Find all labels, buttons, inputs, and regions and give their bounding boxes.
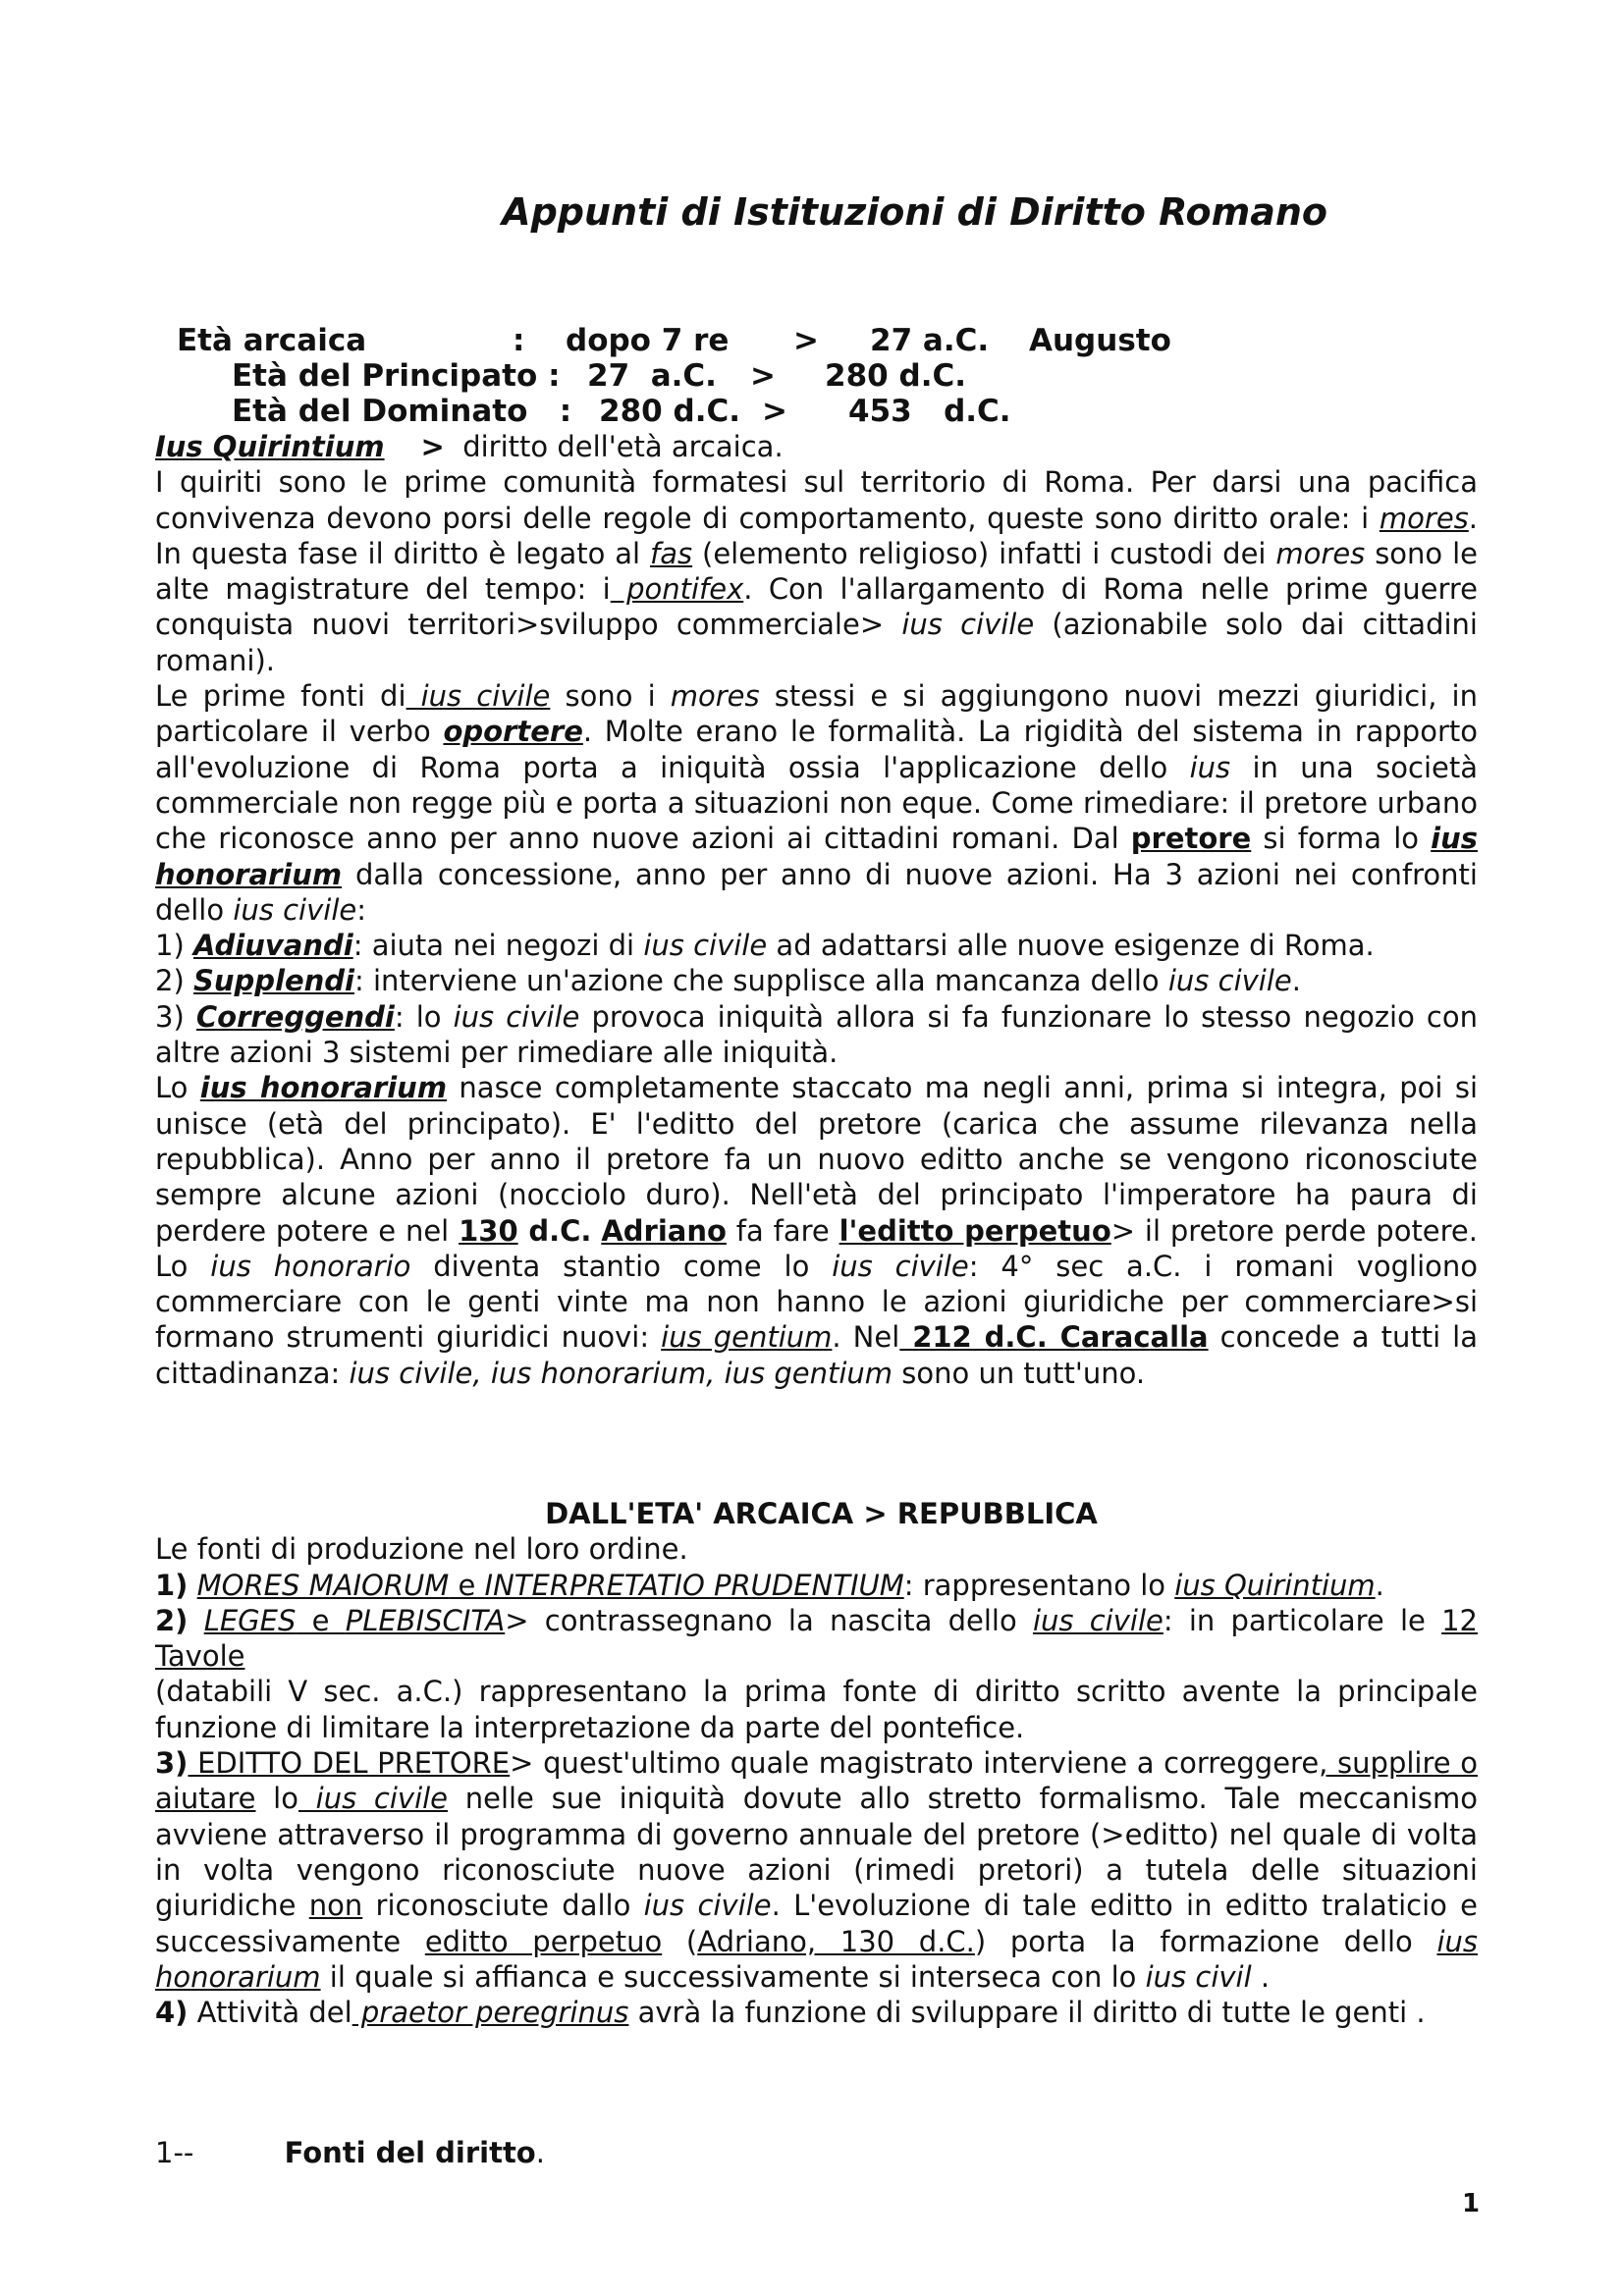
term-ius-civile: ius civile bbox=[233, 892, 357, 927]
text: sono i bbox=[550, 679, 671, 714]
term-three-ius: ius civile, ius honorarium, ius gentium bbox=[349, 1356, 893, 1390]
text: : in particolare le bbox=[1163, 1603, 1442, 1637]
fonti-label: Fonti del diritto bbox=[284, 2136, 536, 2169]
period-extra: Augusto bbox=[1029, 323, 1171, 358]
text: > contrassegnano la nascita dello bbox=[505, 1603, 1033, 1637]
text: . Nel bbox=[832, 1320, 900, 1355]
term-mores-maiorum: MORES MAIORUM bbox=[196, 1568, 450, 1602]
main-text bbox=[155, 429, 1478, 1391]
text: : rappresentano lo bbox=[903, 1568, 1175, 1602]
term-ius-civile: ius civile bbox=[643, 929, 768, 963]
term-ius: ius bbox=[1189, 750, 1231, 784]
term-mores: mores bbox=[670, 679, 760, 714]
text: . In questa fase il diritto è legato al bbox=[155, 501, 1478, 570]
term-editto-del-pretore: EDITTO DEL PRETORE bbox=[188, 1746, 511, 1781]
list-number: 4) bbox=[155, 1996, 189, 2030]
text: diventa stantio come lo bbox=[410, 1249, 833, 1283]
period-name: Età del Dominato : bbox=[232, 394, 572, 429]
text: : 4° sec a.C. i romani vogliono commerciare con le genti vinte ma non hanno le azioni giuridiche per commerciare>si formano strumenti giuridici nuovi: bbox=[155, 1249, 1479, 1355]
term-ius-honorario: ius honorario bbox=[210, 1249, 411, 1283]
term-correggendi: Correggendi bbox=[195, 999, 395, 1034]
text: riconosciute dallo bbox=[362, 1889, 644, 1923]
text: . Con l'allargamento di Roma nelle prime guerre conquista nuovi territori>sviluppo commerciale> bbox=[155, 572, 1479, 642]
term-fas: fas bbox=[650, 536, 693, 570]
source-item-1 bbox=[155, 1568, 1478, 1603]
paragraph-quiriti bbox=[155, 464, 1478, 678]
action-item-adiuvandi bbox=[155, 928, 1478, 963]
term-ius-civile: ius civile bbox=[1167, 964, 1292, 998]
term-oportere: oportere bbox=[443, 715, 583, 749]
term-editto-perpetuo: l'editto perpetuo bbox=[839, 1213, 1111, 1248]
text: : aiuta nei negozi di bbox=[352, 929, 644, 963]
period-from: dopo 7 re bbox=[566, 323, 730, 358]
text: Le prime fonti di bbox=[155, 679, 406, 714]
period-to: 280 d.C. bbox=[825, 358, 966, 394]
list-number: 3) bbox=[155, 999, 196, 1034]
year-130: 130 bbox=[459, 1213, 518, 1248]
text: ) porta la formazione dello bbox=[974, 1924, 1437, 1958]
text: , bbox=[1319, 1746, 1328, 1781]
term-interpretatio: INTERPRETATIO PRUDENTIUM bbox=[484, 1568, 904, 1602]
term-mores: mores bbox=[1275, 536, 1366, 570]
source-item-4 bbox=[155, 1995, 1478, 2030]
period-arrow: > bbox=[762, 394, 787, 429]
text: (elemento religioso) infatti i custodi dei bbox=[692, 536, 1276, 570]
period-name: Età arcaica bbox=[177, 323, 367, 358]
text: Attività del bbox=[188, 1996, 352, 2030]
text: dalla concessione, anno per anno di nuove azioni. Ha 3 azioni nei confronti dello bbox=[155, 857, 1478, 927]
list-number: 1) bbox=[155, 929, 193, 963]
paragraph-honorarium bbox=[155, 1070, 1478, 1391]
section-lead: Le fonti di produzione nel loro ordine. bbox=[155, 1532, 688, 1567]
name-adriano: Adriano bbox=[601, 1213, 727, 1248]
action-item-supplendi bbox=[155, 963, 1478, 998]
text: . bbox=[1375, 1568, 1384, 1602]
text: I quiriti sono le prime comunità formatesi sul territorio di Roma. Per darsi una pacifica convivenza devono porsi delle regole di comportamento, queste sono diritto orale: i bbox=[155, 465, 1478, 535]
term-ius-honorarium: ius honorarium bbox=[199, 1071, 448, 1105]
text: Lo bbox=[155, 1071, 200, 1105]
list-number: 3) bbox=[155, 1746, 189, 1781]
period-row-principato bbox=[155, 358, 1478, 394]
text: > il pretore perde potere. Lo bbox=[155, 1213, 1478, 1283]
text: e bbox=[449, 1568, 485, 1602]
text: Adriano, 130 d.C. bbox=[697, 1924, 975, 1958]
term-supplendi: Supplendi bbox=[192, 964, 354, 998]
section-heading: DALL'ETA' ARCAICA > REPUBBLICA bbox=[545, 1497, 1098, 1530]
text: sono le alte magistrature del tempo: i bbox=[155, 536, 1478, 607]
section-eta-arcaica bbox=[155, 1496, 1478, 2030]
text: (azionabile solo dai cittadini romani). bbox=[155, 608, 1478, 677]
text: : interviene un'azione che supplisce alla mancanza dello bbox=[354, 964, 1168, 998]
period-from: 280 d.C. bbox=[599, 394, 740, 429]
source-item-3 bbox=[155, 1745, 1478, 1995]
list-number: 1-- bbox=[155, 2136, 194, 2169]
text: . bbox=[1251, 1959, 1271, 1994]
page-number: 1 bbox=[1462, 2189, 1481, 2218]
term-ius-civil: ius civil bbox=[1145, 1959, 1252, 1994]
period-arrow: > bbox=[793, 323, 819, 358]
text: . L'evoluzione di tale editto in editto tralaticio e successivamente bbox=[155, 1889, 1479, 1958]
term-ius-civile: ius civile bbox=[406, 679, 551, 714]
definition: diritto dell'età arcaica. bbox=[462, 430, 784, 463]
term-ius-civile: ius civile bbox=[1032, 1603, 1163, 1637]
periods-table bbox=[155, 323, 1478, 429]
period-row-dominato bbox=[155, 394, 1478, 429]
period-to: 453 d.C. bbox=[848, 394, 1011, 429]
term-ius-civile: ius civile bbox=[643, 1889, 772, 1923]
term-ius-civile: ius civile bbox=[901, 608, 1035, 642]
text: non bbox=[308, 1889, 363, 1923]
paragraph-fonti bbox=[155, 678, 1478, 928]
text: : lo bbox=[394, 999, 454, 1034]
text: lo bbox=[255, 1782, 298, 1816]
term-pontifex: pontifex bbox=[610, 572, 744, 607]
text: nelle sue iniquità dovute allo stretto formalismo. Tale meccanismo avviene attraverso il programma di governo annuale del pretore (>editto) nel quale di volta in volta vengono riconosciute nuove azioni (rimedi pretori) a tutela delle situazioni giuridiche bbox=[155, 1782, 1478, 1923]
term-pretore: pretore bbox=[1130, 822, 1252, 856]
text: . bbox=[535, 2136, 545, 2169]
term-ius-gentium: ius gentium bbox=[661, 1320, 833, 1355]
intro-line bbox=[155, 429, 1478, 464]
term-adiuvandi: Adiuvandi bbox=[192, 929, 353, 963]
text: stessi e si aggiungono nuovi mezzi giuridici, in particolare il verbo bbox=[155, 679, 1478, 749]
text: provoca iniquità allora si fa funzionare lo stesso negozio con altre azioni 3 sistemi per rimediare alle iniquità. bbox=[155, 999, 1478, 1070]
term-mores: mores bbox=[1379, 501, 1469, 535]
term-ius-honorarium: ius honorarium bbox=[155, 822, 1478, 891]
text: : bbox=[356, 892, 366, 927]
action-item-correggendi bbox=[155, 999, 1478, 1071]
page-title: Appunti di Istituzioni di Diritto Romano bbox=[502, 190, 1327, 234]
term-12-tavole: 12 Tavole bbox=[155, 1603, 1479, 1674]
term-editto-perpetuo: editto perpetuo bbox=[424, 1924, 663, 1958]
text: > quest'ultimo quale magistrato interviene a correggere bbox=[510, 1746, 1320, 1781]
list-number: 2) bbox=[155, 1603, 189, 1637]
text: nasce completamente staccato ma negli anni, prima si integra, poi si unisce (età del principato). E' l'editto del pretore (carica che assume rilevanza nella repubblica). Anno per anno il pretore fa un nuovo editto anche se vengono riconosciute sempre alcune azioni (nocciolo duro). Nell'età del principato l'imperatore ha paura di perdere potere e nel bbox=[155, 1071, 1479, 1248]
source-item-2 bbox=[155, 1603, 1478, 1745]
text: (databili V sec. a.C.) rappresentano la prima fonte di diritto scritto avente la principale funzione di limitare la interpretazione da parte del pontefice. bbox=[155, 1675, 1478, 1744]
period-to: 27 a.C. bbox=[870, 323, 990, 358]
list-number: 1) bbox=[155, 1568, 189, 1602]
period-arrow: > bbox=[750, 358, 776, 394]
term-plebiscita: PLEBISCITA bbox=[345, 1603, 506, 1637]
term-ius-civile: ius civile bbox=[298, 1782, 449, 1816]
term-ius-quirintium: ius Quirintium bbox=[1174, 1568, 1376, 1602]
year-212-caracalla: 212 d.C. Caracalla bbox=[899, 1320, 1209, 1355]
text: . bbox=[1291, 964, 1301, 998]
list-number: 2) bbox=[155, 964, 193, 998]
arrow: > bbox=[420, 430, 445, 463]
text: in una società commerciale non regge più e porta a situazioni non eque. Come rimediare: il pretore urbano che riconosce anno per anno nuove azioni ai cittadini romani. Dal bbox=[155, 750, 1478, 856]
term-ius-civile: ius civile bbox=[832, 1249, 969, 1283]
term-ius-civile: ius civile bbox=[453, 999, 580, 1034]
fonti-heading bbox=[155, 2135, 545, 2170]
period-sep: : bbox=[513, 323, 525, 358]
period-from: 27 a.C. bbox=[587, 358, 717, 394]
text: sono un tutt'uno. bbox=[893, 1356, 1146, 1390]
text: avrà la funzione di sviluppare il diritto di tutte le genti . bbox=[628, 1996, 1426, 2030]
term-leges: LEGES bbox=[203, 1603, 297, 1637]
text: supplire o aiutare bbox=[155, 1746, 1478, 1816]
era: d.C. bbox=[517, 1213, 592, 1248]
period-row-arcaica bbox=[155, 323, 1478, 358]
text: e bbox=[296, 1603, 346, 1637]
term-ius-honorarium: ius honorarium bbox=[155, 1924, 1478, 1994]
period-name: Età del Principato : bbox=[232, 358, 561, 394]
text: ad adattarsi alle nuove esigenze di Roma. bbox=[767, 929, 1375, 963]
text: ( bbox=[662, 1924, 698, 1958]
text: il quale si affianca e successivamente si interseca con lo bbox=[320, 1959, 1146, 1994]
text: si forma lo bbox=[1251, 822, 1432, 856]
term-praetor-peregrinus: praetor peregrinus bbox=[352, 1996, 629, 2030]
text: fa fare bbox=[726, 1213, 839, 1248]
text: . Molte erano le formalità. La rigidità del sistema in rapporto all'evoluzione di Roma porta a iniquità ossia l'applicazione dello bbox=[155, 715, 1478, 784]
term-ius-quirintium: Ius Quirintium bbox=[155, 430, 385, 463]
text: concede a tutti la cittadinanza: bbox=[155, 1320, 1479, 1390]
